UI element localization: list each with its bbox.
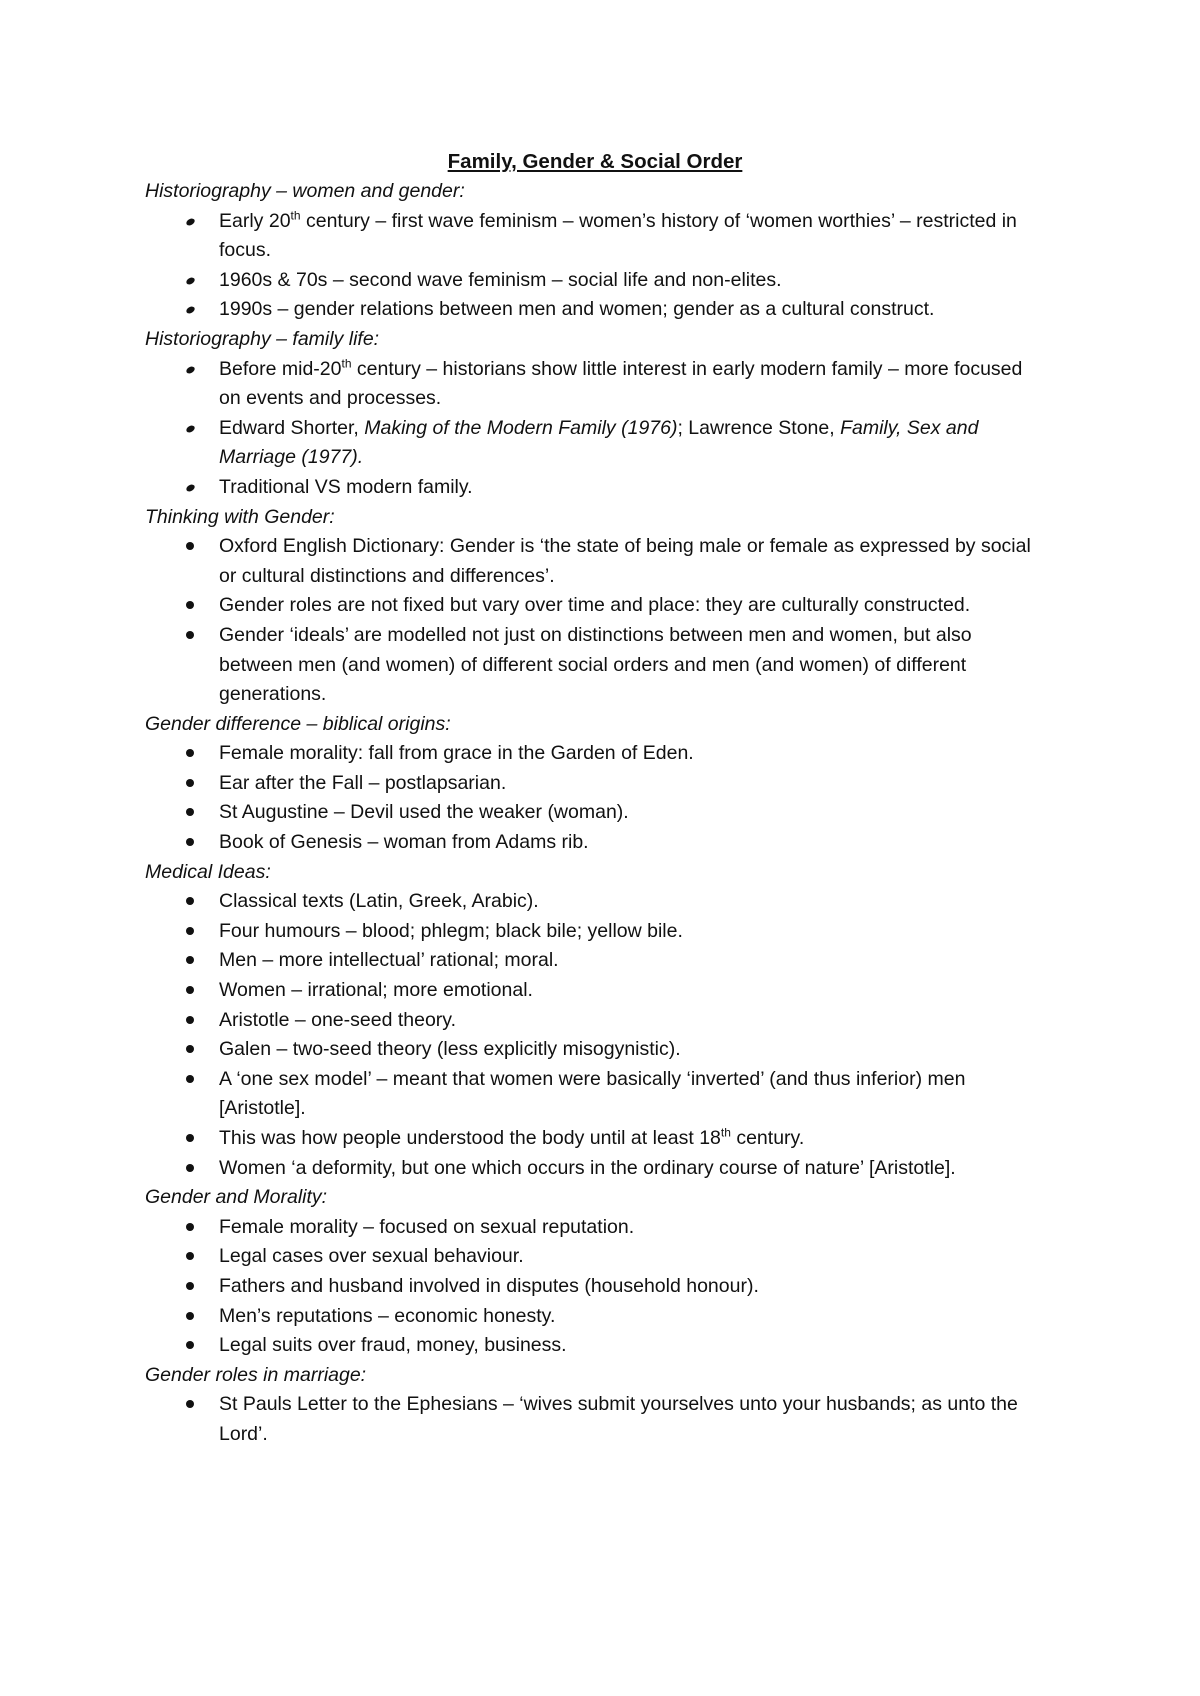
bullet-list [145, 207, 1045, 325]
section [145, 177, 1045, 325]
list-item [145, 976, 1045, 1006]
bullet-icon [186, 1016, 194, 1024]
section-heading: Historiography – family life: [145, 327, 380, 350]
bullet-icon [186, 808, 194, 816]
bullet-icon [185, 483, 196, 493]
bullet-icon [185, 424, 196, 434]
item-text: Ear after the Fall – postlapsarian. [219, 771, 507, 794]
bullet-icon [186, 1341, 194, 1349]
list-item [145, 621, 1045, 710]
list-item [145, 1006, 1045, 1036]
bullet-icon [186, 1400, 194, 1408]
list-item [145, 1272, 1045, 1302]
section-heading: Thinking with Gender: [145, 505, 335, 528]
item-text: Book of Genesis – woman from Adams rib. [219, 831, 589, 854]
list-item [145, 473, 1045, 503]
list-item [145, 532, 1045, 591]
item-text: Galen – two-seed theory (less explicitly misogynistic). [219, 1038, 681, 1061]
section [145, 325, 1045, 503]
bullet-icon [185, 306, 196, 316]
bullet-icon [186, 927, 194, 935]
bullet-icon [186, 601, 194, 609]
bullet-icon [186, 956, 194, 964]
superscript-text: th [720, 1125, 731, 1140]
item-text: century – first wave feminism – women’s history of ‘women worthies’ – restricted in focus. [219, 209, 1017, 262]
section [145, 710, 1045, 858]
item-text: century. [730, 1127, 805, 1149]
item-text: ; Lawrence Stone, [677, 416, 841, 439]
bullet-icon [186, 986, 194, 994]
list-item [145, 1242, 1045, 1272]
item-text: Gender ‘ideals’ are modelled not just on distinctions between men and women, but also between men (and women) of different social orders and men (and women) of different generations. [219, 623, 972, 706]
item-text: Before mid-20 [219, 357, 342, 380]
item-text: Female morality – focused on sexual reputation. [219, 1215, 635, 1238]
item-text: 1960s & 70s – second wave feminism – social life and non-elites. [219, 268, 782, 291]
item-text: St Pauls Letter to the Ephesians – ‘wives submit yourselves unto your husbands; as unto the Lord’. [219, 1393, 1018, 1445]
item-text: Men – more intellectual’ rational; moral. [219, 949, 559, 972]
section-heading: Gender roles in marriage: [145, 1363, 367, 1386]
item-text: Legal suits over fraud, money, business. [219, 1334, 567, 1357]
list-item [145, 798, 1045, 828]
bullet-icon [186, 779, 194, 787]
list-item [145, 887, 1045, 917]
bullet-icon [186, 1282, 194, 1290]
item-text: This was how people understood the body until at least 18 [219, 1127, 721, 1149]
list-item [145, 414, 1045, 473]
bullet-icon [186, 1164, 194, 1172]
list-item [145, 1331, 1045, 1361]
item-text: Men’s reputations – economic honesty. [219, 1304, 556, 1327]
section [145, 503, 1045, 710]
italic-text: Family, Sex and Marriage (1977). [219, 416, 979, 469]
item-text: Legal cases over sexual behaviour. [219, 1245, 524, 1268]
item-text: Classical texts (Latin, Greek, Arabic). [219, 890, 539, 913]
bullet-icon [186, 838, 194, 846]
list-item [145, 1035, 1045, 1065]
superscript-text: th [290, 208, 301, 223]
list-item [145, 207, 1045, 266]
list-item [145, 946, 1045, 976]
list-item [145, 1213, 1045, 1243]
document-body [145, 147, 1045, 1450]
bullet-list [145, 532, 1045, 710]
bullet-icon [185, 217, 196, 227]
item-text: Women ‘a deformity, but one which occurs in the ordinary course of nature’ [Aristotle]. [219, 1156, 956, 1179]
page-title: Family, Gender & Social Order [447, 150, 743, 173]
item-text: Women – irrational; more emotional. [219, 979, 533, 1002]
section-heading: Gender difference – biblical origins: [145, 712, 451, 735]
bullet-icon [186, 631, 194, 639]
section [145, 1361, 1045, 1450]
list-item [145, 739, 1045, 769]
section [145, 1183, 1045, 1361]
superscript-text: th [341, 356, 352, 371]
bullet-icon [186, 1223, 194, 1231]
bullet-icon [186, 1252, 194, 1260]
list-item [145, 591, 1045, 621]
italic-text: Making of the Modern Family (1976) [364, 416, 678, 439]
bullet-icon [186, 1045, 194, 1053]
list-item [145, 1124, 1045, 1154]
item-text: Female morality: fall from grace in the Garden of Eden. [219, 742, 694, 765]
item-text: Four humours – blood; phlegm; black bile; yellow bile. [219, 919, 683, 942]
item-text: Early 20 [219, 209, 291, 232]
item-text: 1990s – gender relations between men and women; gender as a cultural construct. [219, 298, 935, 321]
bullet-icon [186, 542, 194, 550]
bullet-icon [186, 897, 194, 905]
bullet-list [145, 739, 1045, 857]
list-item [145, 266, 1045, 296]
item-text: Aristotle – one-seed theory. [219, 1008, 457, 1031]
list-item [145, 1065, 1045, 1124]
list-item [145, 295, 1045, 325]
item-text: Edward Shorter, [219, 416, 365, 439]
list-item [145, 1302, 1045, 1332]
section-heading: Historiography – women and gender: [145, 180, 465, 202]
item-text: A ‘one sex model’ – meant that women were basically ‘inverted’ (and thus inferior) men [Aristotle]. [219, 1067, 966, 1120]
bullet-list [145, 887, 1045, 1183]
section [145, 858, 1045, 1184]
item-text: Oxford English Dictionary: Gender is ‘the state of being male or female as expressed by social or cultural distinctions and differences’. [219, 535, 1031, 587]
bullet-list [145, 355, 1045, 503]
item-text: St Augustine – Devil used the weaker (woman). [219, 801, 629, 824]
item-text: Gender roles are not fixed but vary over time and place: they are culturally constructed. [219, 594, 971, 617]
list-item [145, 1154, 1045, 1184]
item-text: century – historians show little interest in early modern family – more focused on events and processes. [219, 357, 1023, 410]
list-item [145, 355, 1045, 414]
item-text: Traditional VS modern family. [219, 475, 473, 498]
section-heading: Medical Ideas: [145, 860, 271, 883]
bullet-icon [185, 365, 196, 375]
list-item [145, 769, 1045, 799]
notes-sections [145, 177, 1045, 1450]
bullet-icon [185, 276, 196, 286]
bullet-icon [186, 1075, 194, 1083]
bullet-icon [186, 1134, 194, 1142]
section-heading: Gender and Morality: [145, 1186, 328, 1209]
bullet-list [145, 1213, 1045, 1361]
list-item [145, 917, 1045, 947]
bullet-list [145, 1390, 1045, 1449]
item-text: Fathers and husband involved in disputes (household honour). [219, 1274, 759, 1297]
list-item [145, 828, 1045, 858]
bullet-icon [186, 749, 194, 757]
list-item [145, 1390, 1045, 1449]
bullet-icon [186, 1312, 194, 1320]
